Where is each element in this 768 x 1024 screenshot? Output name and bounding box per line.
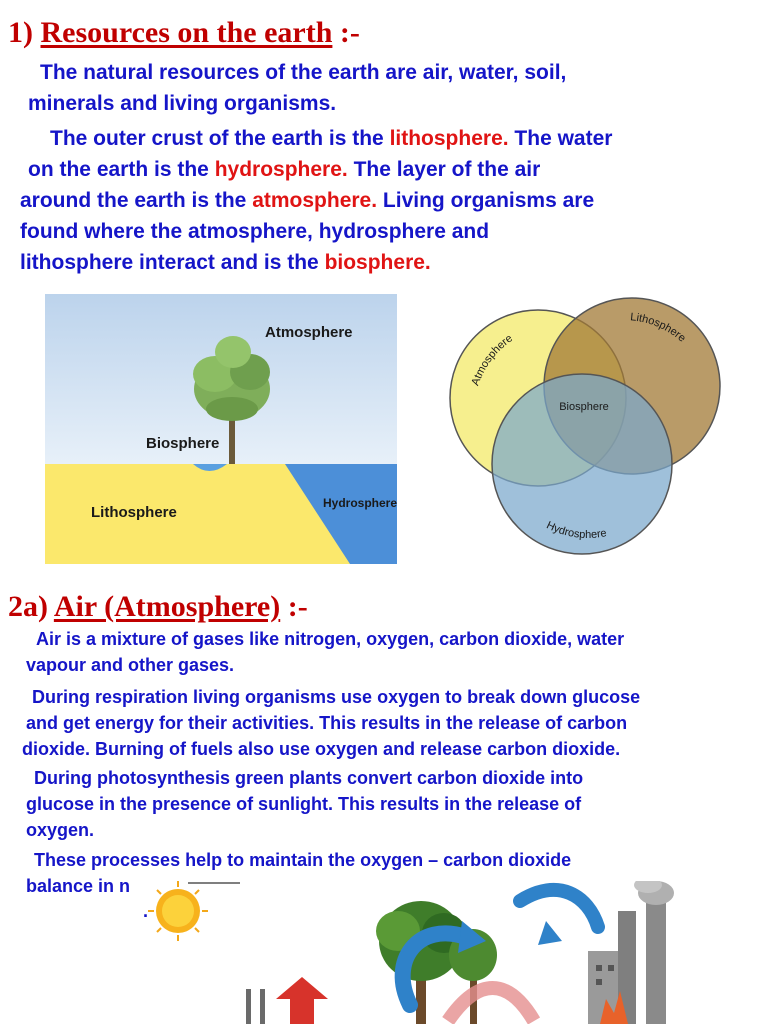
carbon-oxygen-cycle-illustration — [148, 881, 680, 1024]
respiration-paragraph — [22, 684, 640, 762]
term-hydrosphere: hydrosphere. — [214, 158, 348, 181]
venn-label-hydrosphere: Hydrosphere — [544, 519, 608, 542]
paragraph-line: minerals and living organisms. — [28, 92, 337, 115]
photosynthesis-paragraph — [26, 765, 583, 843]
section-number: 1) — [8, 16, 33, 49]
venn-label-atmosphere: Atmosphere — [469, 332, 515, 388]
gas-column-icon — [260, 989, 265, 1024]
term-biosphere: biosphere. — [324, 251, 431, 274]
term-lithosphere: lithosphere. — [389, 127, 509, 150]
earth-spheres-illustration — [45, 294, 397, 564]
section-1-heading — [8, 16, 360, 50]
paragraph-line: During photosynthesis green plants convert carbon dioxide into — [34, 768, 584, 788]
air-composition-paragraph — [26, 626, 624, 678]
section-title: Air (Atmosphere) — [53, 590, 281, 623]
label-biosphere: Biosphere — [146, 435, 220, 452]
term-atmosphere: atmosphere. — [252, 189, 378, 212]
paragraph-line: dioxide. Burning of fuels also use oxygen and release carbon dioxide. — [22, 739, 621, 759]
section-number: 2a) — [8, 590, 48, 623]
paragraph-line: vapour and other gases. — [26, 655, 235, 675]
spheres-paragraph — [20, 123, 612, 278]
sun-icon — [148, 881, 208, 941]
paragraph-line: Air is a mixture of gases like nitrogen, oxygen, carbon dioxide, water — [36, 629, 625, 649]
section-title-suffix: :- — [287, 590, 308, 623]
gas-column-icon — [246, 989, 251, 1024]
paragraph-line: and get energy for their activities. This results in the release of carbon — [26, 713, 628, 733]
paragraph-line: lithosphere interact and is the biosphere. — [20, 251, 431, 274]
label-hydrosphere: Hydrosphere — [323, 496, 397, 510]
section-2a-heading — [8, 590, 308, 624]
section-title-suffix: :- — [339, 16, 360, 49]
paragraph-line: around the earth is the atmosphere. Living organisms are — [20, 189, 595, 212]
paragraph-line: oxygen. — [26, 820, 95, 840]
label-lithosphere: Lithosphere — [91, 504, 177, 521]
paragraph-line: found where the atmosphere, hydrosphere and — [20, 220, 490, 243]
paragraph-line: These processes help to maintain the oxygen – carbon dioxide — [34, 850, 572, 870]
paragraph-line: The outer crust of the earth is the lithosphere. The water — [50, 127, 613, 150]
paragraph-line: During respiration living organisms use oxygen to break down glucose — [32, 687, 641, 707]
venn-label-lithosphere: Lithosphere — [629, 311, 688, 345]
section-title: Resources on the earth — [40, 16, 333, 49]
spheres-venn-diagram — [442, 296, 732, 558]
paragraph-line: glucose in the presence of sunlight. This results in the release of — [26, 794, 582, 814]
paragraph-line: The natural resources of the earth are air, water, soil, — [40, 61, 567, 84]
paragraph-line: balance in n — [26, 876, 131, 896]
label-atmosphere: Atmosphere — [265, 324, 353, 341]
venn-label-biosphere: Biosphere — [559, 401, 609, 413]
dot-mark: . — [143, 901, 149, 921]
paragraph-line: on the earth is the hydrosphere. The layer of the air — [28, 158, 541, 181]
resources-intro-paragraph — [28, 57, 566, 119]
